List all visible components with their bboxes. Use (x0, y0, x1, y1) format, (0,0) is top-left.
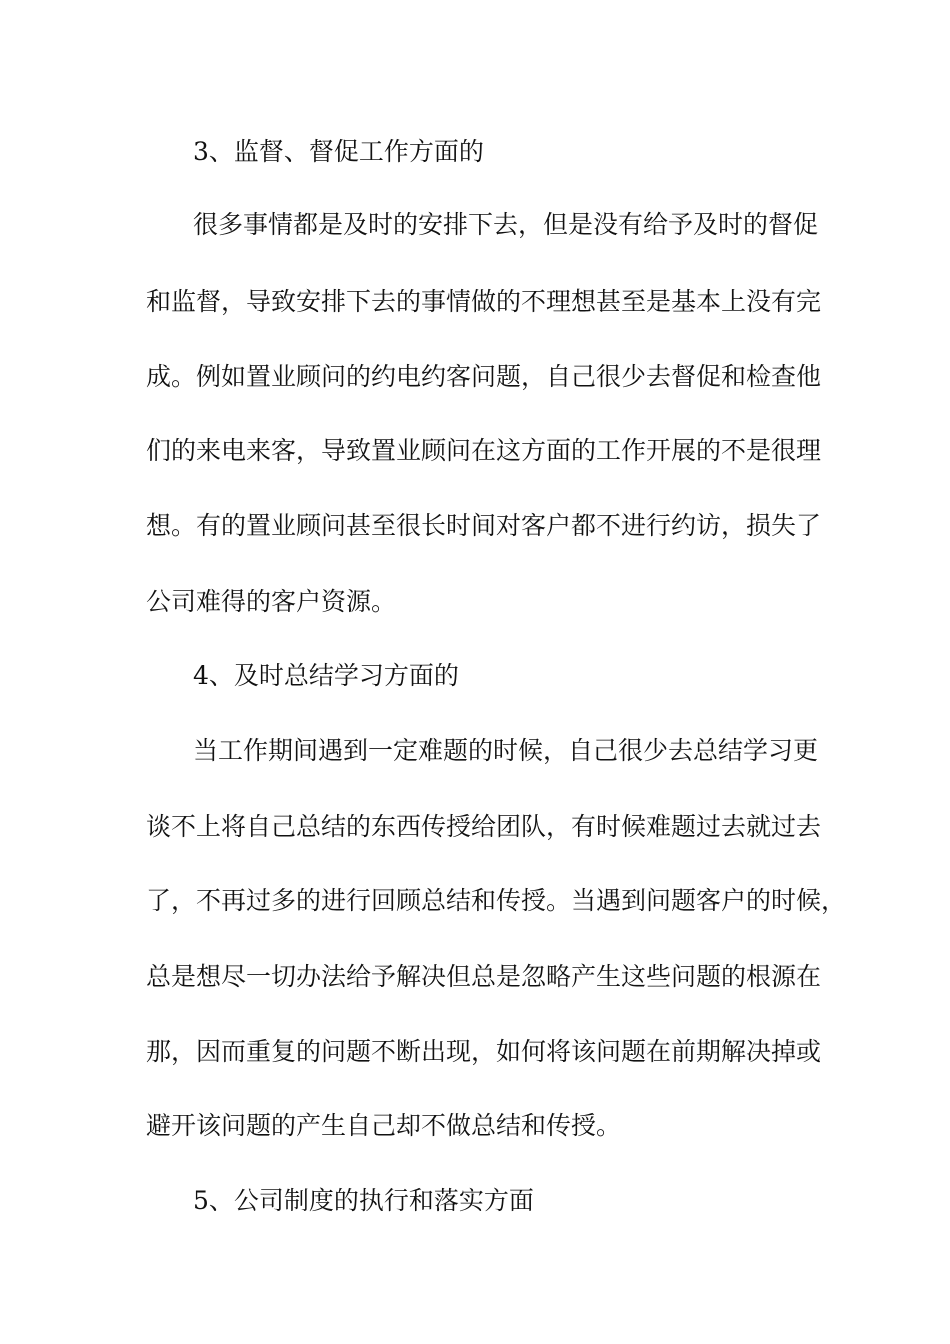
paragraph-line: 和监督，导致安排下去的事情做的不理想甚至是基本上没有完 (146, 287, 822, 316)
paragraph-line: 当工作期间遇到一定难题的时候，自己很少去总结学习更 (193, 736, 819, 765)
paragraph-line: 了，不再过多的进行回顾总结和传授。当遇到问题客户的时候， (146, 886, 847, 915)
paragraph-line: 成。例如置业顾问的约电约客问题，自己很少去督促和检查他 (146, 362, 822, 391)
paragraph-line: 公司难得的客户资源。 (146, 587, 397, 616)
paragraph-line: 那，因而重复的问题不断出现，如何将该问题在前期解决掉或 (146, 1037, 822, 1066)
section-heading-5: 5、公司制度的执行和落实方面 (193, 1186, 534, 1215)
paragraph-line: 总是想尽一切办法给予解决但总是忽略产生这些问题的根源在 (146, 962, 822, 991)
section-heading-4: 4、及时总结学习方面的 (193, 661, 459, 690)
paragraph-line: 谈不上将自己总结的东西传授给团队，有时候难题过去就过去 (146, 812, 822, 841)
paragraph-line: 们的来电来客，导致置业顾问在这方面的工作开展的不是很理 (146, 436, 822, 465)
paragraph-line: 想。有的置业顾问甚至很长时间对客户都不进行约访，损失了 (146, 511, 822, 540)
paragraph-line: 很多事情都是及时的安排下去，但是没有给予及时的督促 (193, 210, 819, 239)
paragraph-line: 避开该问题的产生自己却不做总结和传授。 (146, 1111, 622, 1140)
section-heading-3: 3、监督、督促工作方面的 (193, 137, 484, 166)
